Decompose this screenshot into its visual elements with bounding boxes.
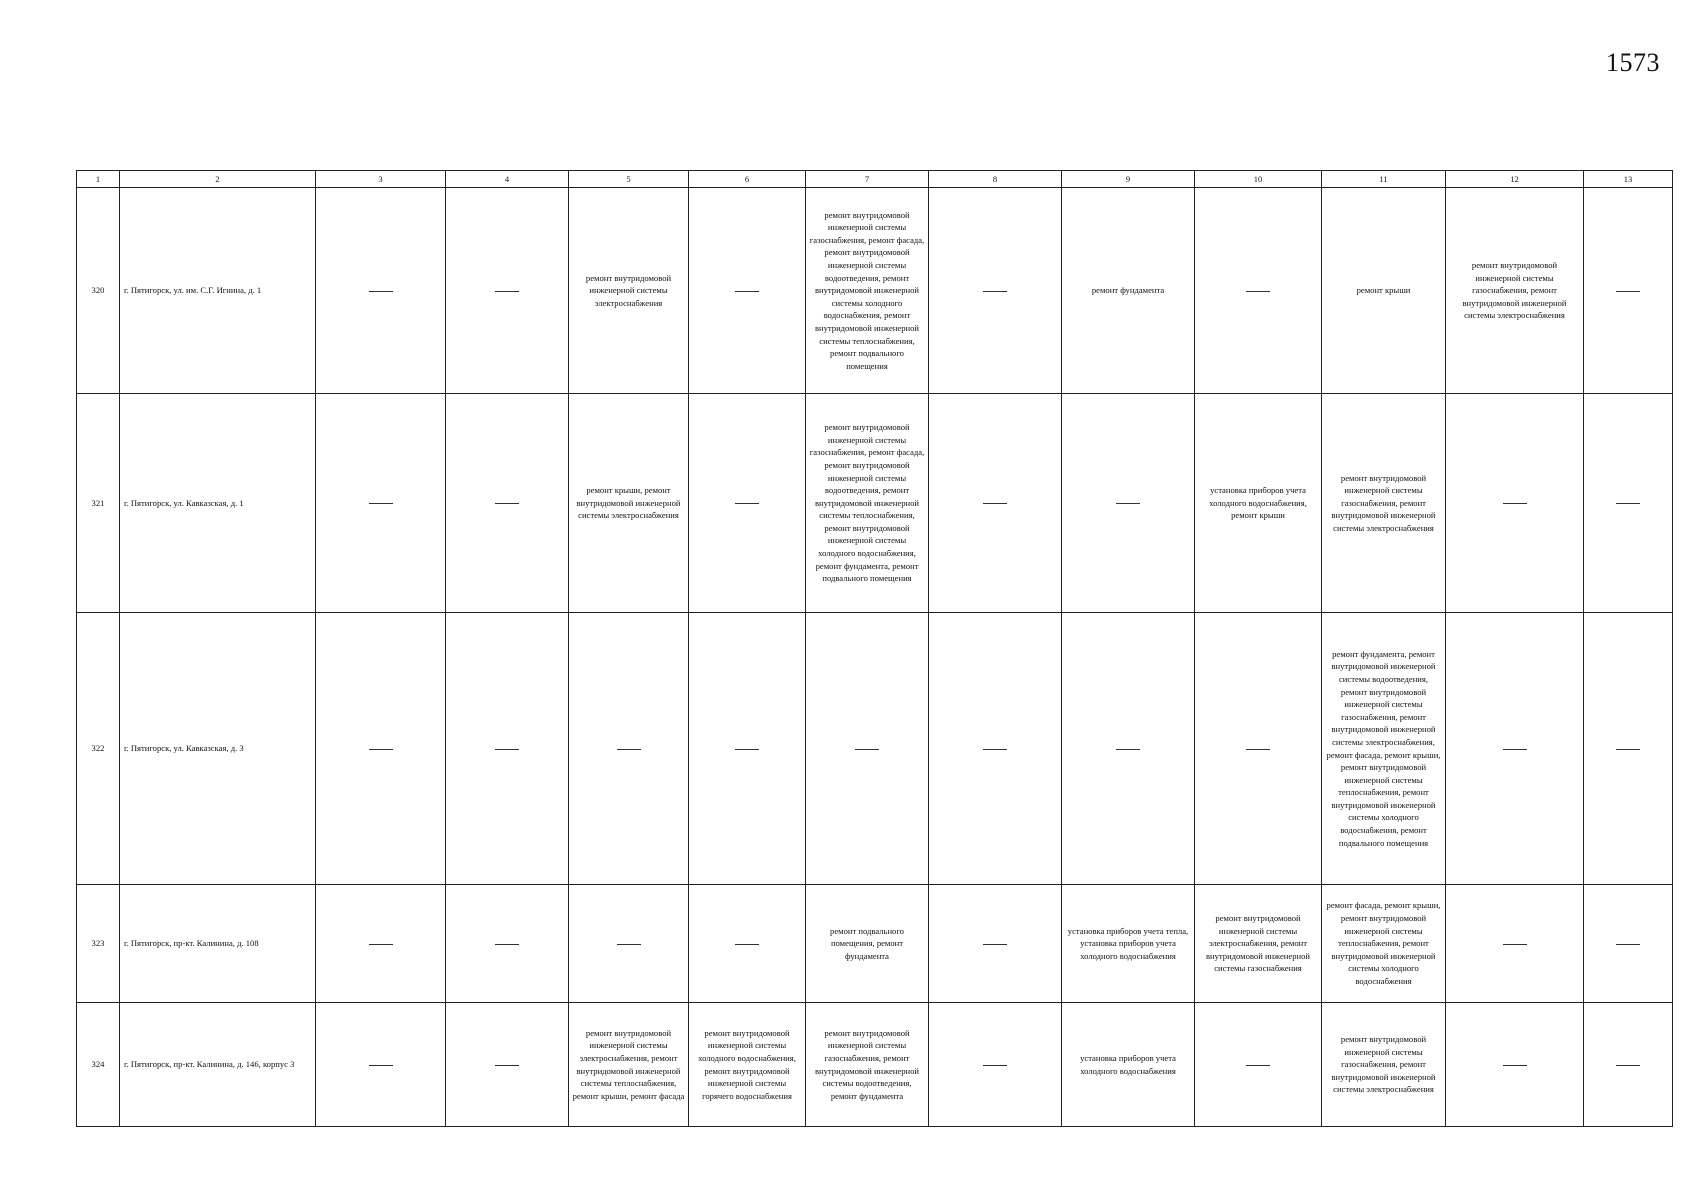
work-cell-col-7: ремонт внутридомовой инженерной системы газоснабжения, ремонт фасада, ремонт внутридомовой инженерной системы водоотведения, ремонт внутридомовой инженерной системы теплоснабжения, ремонт внутридомовой инженерной системы холодного водоснабжения, ремонт фундамента, ремонт подвального помещения bbox=[806, 394, 929, 613]
work-cell-col-11: ремонт крыши bbox=[1322, 188, 1446, 394]
address-cell: г. Пятигорск, ул. Кавказская, д. 1 bbox=[120, 394, 316, 613]
empty-dash bbox=[1116, 503, 1140, 504]
column-header: 6 bbox=[689, 171, 806, 188]
empty-dash bbox=[983, 1065, 1007, 1066]
work-cell-col-12 bbox=[1446, 613, 1584, 885]
work-cell-col-5: ремонт внутридомовой инженерной системы электроснабжения, ремонт внутридомовой инженерной системы теплоснабжения, ремонт крыши, ремонт фасада bbox=[569, 1003, 689, 1127]
row-number: 323 bbox=[77, 885, 120, 1003]
empty-dash bbox=[735, 503, 759, 504]
empty-dash bbox=[1503, 944, 1527, 945]
address-cell: г. Пятигорск, пр-кт. Калинина, д. 146, корпус 3 bbox=[120, 1003, 316, 1127]
empty-dash bbox=[495, 1065, 519, 1066]
work-cell-col-11: ремонт внутридомовой инженерной системы газоснабжения, ремонт внутридомовой инженерной системы электроснабжения bbox=[1322, 394, 1446, 613]
empty-dash bbox=[369, 944, 393, 945]
empty-dash bbox=[1246, 1065, 1270, 1066]
work-cell-col-13 bbox=[1584, 1003, 1673, 1127]
empty-dash bbox=[735, 749, 759, 750]
column-header: 3 bbox=[316, 171, 446, 188]
column-header: 12 bbox=[1446, 171, 1584, 188]
column-header: 10 bbox=[1195, 171, 1322, 188]
empty-dash bbox=[1616, 749, 1640, 750]
work-cell-col-7: ремонт внутридомовой инженерной системы газоснабжения, ремонт внутридомовой инженерной системы водоотведения, ремонт фундамента bbox=[806, 1003, 929, 1127]
work-cell-col-5 bbox=[569, 613, 689, 885]
empty-dash bbox=[735, 944, 759, 945]
work-cell-col-3 bbox=[316, 885, 446, 1003]
empty-dash bbox=[735, 291, 759, 292]
address-cell: г. Пятигорск, ул. Кавказская, д. 3 bbox=[120, 613, 316, 885]
work-cell-col-9: установка приборов учета холодного водоснабжения bbox=[1062, 1003, 1195, 1127]
work-cell-col-4 bbox=[446, 613, 569, 885]
work-cell-col-11: ремонт фасада, ремонт крыши, ремонт внутридомовой инженерной системы теплоснабжения, ремонт внутридомовой инженерной системы холодного водоснабжения bbox=[1322, 885, 1446, 1003]
work-cell-col-9 bbox=[1062, 613, 1195, 885]
work-cell-col-10 bbox=[1195, 1003, 1322, 1127]
empty-dash bbox=[617, 944, 641, 945]
row-number: 322 bbox=[77, 613, 120, 885]
empty-dash bbox=[983, 944, 1007, 945]
repair-schedule-table bbox=[76, 170, 1673, 1127]
column-number-row bbox=[77, 171, 1673, 188]
work-cell-col-10 bbox=[1195, 188, 1322, 394]
column-header: 13 bbox=[1584, 171, 1673, 188]
table-row bbox=[77, 394, 1673, 613]
work-cell-col-11: ремонт внутридомовой инженерной системы газоснабжения, ремонт внутридомовой инженерной системы электроснабжения bbox=[1322, 1003, 1446, 1127]
work-cell-col-6 bbox=[689, 885, 806, 1003]
work-cell-col-4 bbox=[446, 394, 569, 613]
work-cell-col-4 bbox=[446, 885, 569, 1003]
page-number: 1573 bbox=[1606, 48, 1660, 77]
empty-dash bbox=[617, 749, 641, 750]
work-cell-col-8 bbox=[929, 1003, 1062, 1127]
empty-dash bbox=[1503, 1065, 1527, 1066]
empty-dash bbox=[1246, 291, 1270, 292]
work-cell-col-7 bbox=[806, 613, 929, 885]
work-cell-col-7: ремонт внутридомовой инженерной системы газоснабжения, ремонт фасада, ремонт внутридомовой инженерной системы водоотведения, ремонт внутридомовой инженерной системы холодного водоснабжения, ремонт внутридомовой инженерной системы теплоснабжения, ремонт подвального помещения bbox=[806, 188, 929, 394]
work-cell-col-13 bbox=[1584, 613, 1673, 885]
work-cell-col-4 bbox=[446, 1003, 569, 1127]
table-row bbox=[77, 613, 1673, 885]
empty-dash bbox=[495, 503, 519, 504]
work-cell-col-8 bbox=[929, 885, 1062, 1003]
empty-dash bbox=[983, 503, 1007, 504]
empty-dash bbox=[369, 503, 393, 504]
empty-dash bbox=[1503, 749, 1527, 750]
empty-dash bbox=[1616, 503, 1640, 504]
work-cell-col-8 bbox=[929, 613, 1062, 885]
work-cell-col-9: установка приборов учета тепла, установка приборов учета холодного водоснабжения bbox=[1062, 885, 1195, 1003]
row-number: 324 bbox=[77, 1003, 120, 1127]
work-cell-col-5: ремонт крыши, ремонт внутридомовой инженерной системы электроснабжения bbox=[569, 394, 689, 613]
work-cell-col-12 bbox=[1446, 1003, 1584, 1127]
table-row bbox=[77, 188, 1673, 394]
work-cell-col-12 bbox=[1446, 394, 1584, 613]
work-cell-col-3 bbox=[316, 1003, 446, 1127]
empty-dash bbox=[369, 1065, 393, 1066]
work-cell-col-13 bbox=[1584, 394, 1673, 613]
work-cell-col-5: ремонт внутридомовой инженерной системы электроснабжения bbox=[569, 188, 689, 394]
work-cell-col-6 bbox=[689, 188, 806, 394]
column-header: 4 bbox=[446, 171, 569, 188]
empty-dash bbox=[1246, 749, 1270, 750]
column-header: 9 bbox=[1062, 171, 1195, 188]
empty-dash bbox=[495, 749, 519, 750]
work-cell-col-6 bbox=[689, 394, 806, 613]
column-header: 7 bbox=[806, 171, 929, 188]
work-cell-col-3 bbox=[316, 613, 446, 885]
work-cell-col-6 bbox=[689, 613, 806, 885]
empty-dash bbox=[1116, 749, 1140, 750]
column-header: 8 bbox=[929, 171, 1062, 188]
empty-dash bbox=[495, 944, 519, 945]
work-cell-col-9 bbox=[1062, 394, 1195, 613]
work-cell-col-3 bbox=[316, 394, 446, 613]
work-cell-col-10 bbox=[1195, 613, 1322, 885]
empty-dash bbox=[1503, 503, 1527, 504]
work-cell-col-13 bbox=[1584, 885, 1673, 1003]
work-cell-col-12 bbox=[1446, 885, 1584, 1003]
address-cell: г. Пятигорск, пр-кт. Калинина, д. 108 bbox=[120, 885, 316, 1003]
row-number: 320 bbox=[77, 188, 120, 394]
empty-dash bbox=[855, 749, 879, 750]
work-cell-col-5 bbox=[569, 885, 689, 1003]
table-body bbox=[77, 171, 1673, 1127]
column-header: 11 bbox=[1322, 171, 1446, 188]
empty-dash bbox=[369, 749, 393, 750]
empty-dash bbox=[1616, 944, 1640, 945]
work-cell-col-13 bbox=[1584, 188, 1673, 394]
work-cell-col-8 bbox=[929, 394, 1062, 613]
work-cell-col-10: установка приборов учета холодного водоснабжения, ремонт крыши bbox=[1195, 394, 1322, 613]
work-cell-col-6: ремонт внутридомовой инженерной системы холодного водоснабжения, ремонт внутридомовой инженерной системы горячего водоснабжения bbox=[689, 1003, 806, 1127]
work-cell-col-4 bbox=[446, 188, 569, 394]
empty-dash bbox=[1616, 291, 1640, 292]
empty-dash bbox=[983, 291, 1007, 292]
work-cell-col-9: ремонт фундамента bbox=[1062, 188, 1195, 394]
work-cell-col-3 bbox=[316, 188, 446, 394]
work-cell-col-7: ремонт подвального помещения, ремонт фундамента bbox=[806, 885, 929, 1003]
table-row bbox=[77, 1003, 1673, 1127]
column-header: 2 bbox=[120, 171, 316, 188]
work-cell-col-12: ремонт внутридомовой инженерной системы газоснабжения, ремонт внутридомовой инженерной системы электроснабжения bbox=[1446, 188, 1584, 394]
work-cell-col-11: ремонт фундамента, ремонт внутридомовой инженерной системы водоотведения, ремонт внутридомовой инженерной системы газоснабжения, ремонт внутридомовой инженерной системы электроснабжения, ремонт фасада, ремонт крыши, ремонт внутридомовой инженерной системы теплоснабжения, ремонт внутридомовой инженерной системы холодного водоснабжения, ремонт подвального помещения bbox=[1322, 613, 1446, 885]
table-row bbox=[77, 885, 1673, 1003]
empty-dash bbox=[1616, 1065, 1640, 1066]
empty-dash bbox=[495, 291, 519, 292]
empty-dash bbox=[983, 749, 1007, 750]
empty-dash bbox=[369, 291, 393, 292]
row-number: 321 bbox=[77, 394, 120, 613]
column-header: 1 bbox=[77, 171, 120, 188]
work-cell-col-8 bbox=[929, 188, 1062, 394]
address-cell: г. Пятигорск, ул. им. С.Г. Игнина, д. 1 bbox=[120, 188, 316, 394]
work-cell-col-10: ремонт внутридомовой инженерной системы электроснабжения, ремонт внутридомовой инженерной системы газоснабжения bbox=[1195, 885, 1322, 1003]
column-header: 5 bbox=[569, 171, 689, 188]
